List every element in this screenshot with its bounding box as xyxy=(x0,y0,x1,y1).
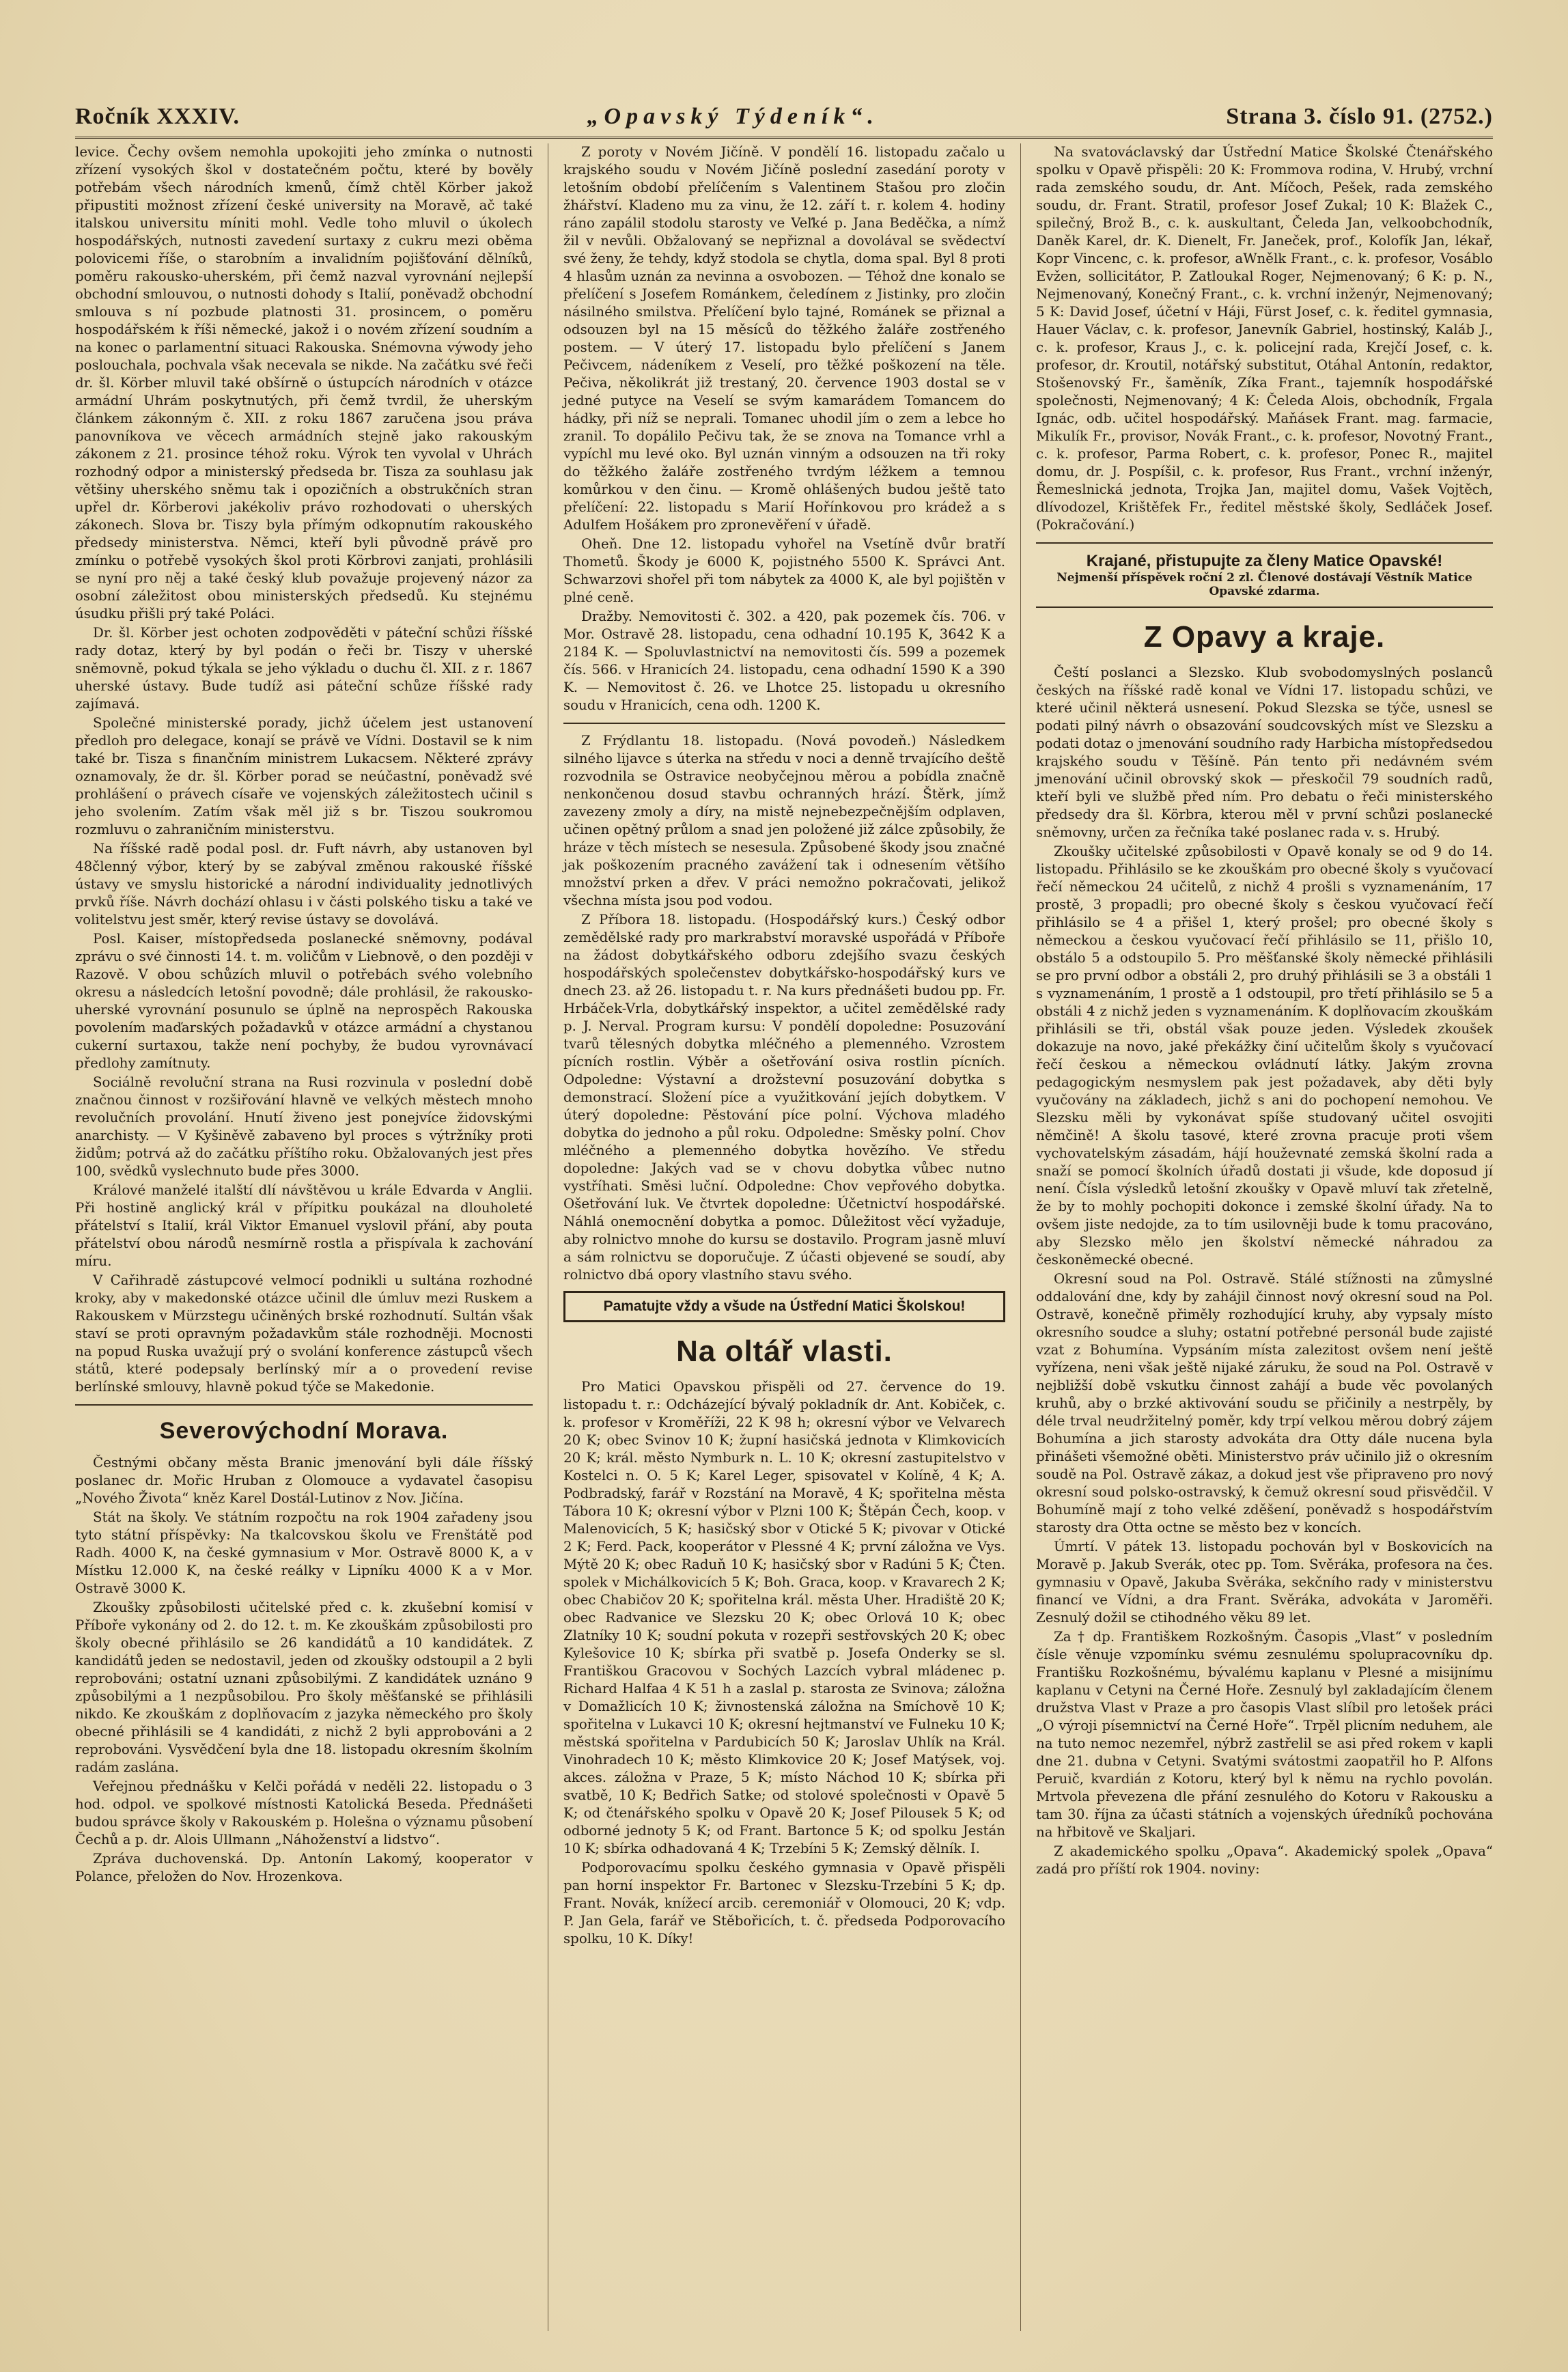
article-paragraph: Podporovacímu spolku českého gymnasia v Opavě přispěli pan horní inspektor Fr. Bartonec v Slezsku-Trzebíni 5 K; dp. Frant. Novák, knížecí arcib. ceremoniář v Olomouci, 20 K; vdp. P. Jan Gela, farář ve Stěbořicích, t. č. předseda Podporovacího spolku, 10 K. Díky! xyxy=(563,1860,1005,1947)
column-3 xyxy=(1020,143,1493,2331)
article-paragraph: V Cařihradě zástupcové velmocí podnikli u sultána rozhodné kroky, aby v makedonské otázce učinil dle úmluv mezi Ruskem a Rakouskem v Mürzstegu učiněných brské rozhodnutí. Sultán však staví se proti opravným požadavkům stále rozhodněji. Mocnosti na popud Ruska uvažují prý o svolání konference zástupců všech států, které podepsaly berlínský mír a o provedení revise berlínské smlouvy, hlavně pokud týče se Makedonie. xyxy=(75,1272,533,1395)
article-paragraph: Dr. šl. Körber jest ochoten zodpověděti v páteční schůzi říšské rady dotaz, který by byl podán o řeči br. Tiszy v uherské sněmovně, pokud týkala se jeho výkladu o duchu čl. XII. z r. 1867 uherské ústavy. Bude tudíž asi páteční schůze říšské rady zajímavá. xyxy=(75,625,533,712)
column-2 xyxy=(548,143,1020,2331)
page-header xyxy=(75,89,1493,130)
article-paragraph: Z Příbora 18. listopadu. (Hospodářský kurs.) Český odbor zemědělské rady pro markrabství moravské uspořádá v Příboře na žádost dobytkářského odboru zdejšího svazu českých hospodářských společenstev dobytkářsko-hospodářský kurs ve dnech 23. až 26. listopadu t. r. Na kurs přednášeti budou pp. Fr. Hrbáček-Vrla, dobytkářský inspektor, a učitel zemědělské rady p. J. Nerval. Program kursu: V pondělí dopoledne: Posuzování tvarů tělesných dobytka mléčného a plemenného. Vzrostem pícních rostlin. Výběr a ošetřování osiva rostlin pícních. Odpoledne: Výstavní a drožstevní posuzování dobytka s demonstrací. Složení píce a využitkování jejích dobytkem. V úterý dopoledne: Pěstování píce polní. Výchova mladého dobytka do jednoho a půl roku. Odpoledne: Směsky polní. Chov mléčného a plemenného dobytka hovězího. Ve středu dopoledne: Jakých vad se v chovu dobytka vůbec nutno vystříhati. Směsi luční. Odpoledne: Chov vepřového dobytka. Ošetřování luk. Ve čtvrtek dopoledne: Účetnictví hospodářské. Náhlá onemocnění dobytka a pomoc. Důležitost věcí vyžaduje, aby rolnictvo mnohe do kursu se dostavilo. Program jasně mluví a sám rolnictvu se doporučuje. Z účasti objevené se soudí, aby rolnictvo dbá opory vlastního stavu svého. xyxy=(563,912,1005,1283)
column-1 xyxy=(75,143,548,2331)
divider xyxy=(563,723,1005,724)
article-paragraph: Stát na školy. Ve státním rozpočtu na rok 1904 zařadeny jsou tyto státní příspěvky: Na tkalcovskou školu ve Frenštátě pod Radh. 4000 K, na české gymnasium v Mor. Ostravě 8000 K, a v Místku 12.000 K, na české reálky v Lipníku 4000 K a v Mor. Ostravě 3000 K. xyxy=(75,1509,533,1596)
article-paragraph: Čeští poslanci a Slezsko. Klub svobodomyslných poslanců českých na říšské radě konal ve Vídni 17. listopadu schůzi, ve které učinil některá usnesení. Pokud Slezska se týče, usnesl se podati pilný návrh o obsazování soudcovských míst ve Slezsku a podati dotaz o jmenování soudního rady Harbicha místopředsedou krajského soudu v Těšíně. Pán tento při nedávném svém jmenování učinil obrovský skok — přeskočil 79 soudních radů, kteří byli ve službě před ním. Pro debatu o řeči ministerského předsedy dra šl. Körbra, kterou měl v první schůzi poslanecké sněmovny, určen za řečníka také poslanec rada v. s. Hrubý. xyxy=(1036,665,1493,840)
article-paragraph: Zkoušky učitelské způsobilosti v Opavě konaly se od 9 do 14. listopadu. Přihlásilo se ke zkouškám pro obecné školy s vyučovací řečí německou 24 učitelů, z nichž 4 prošli s vyznamenáním, 17 prostě, 3 propadli; pro obecné školy s českou vyučovací řečí přihlásilo se 4 a přišel 1, který prošel; pro obecné školy s německou a českou vyučovací řečí přihlásilo se 11, přišlo 10, obstálo 5 a odstoupilo 5. Pro měšťanské školy německé přihlásili se pro první odbor a obstáli 2, pro druhý přihlásili se 3 a obstáli 1 s vyznamenáním, 1 prostě a 1 odstoupil, pro třetí přihlásilo se 5 a obstáli 4 z nichž jeden s vyznamenáním. K doplňovacím zkouškám přihlásili se tři, obstál však pouze jeden. Výsledek zkoušek dokazuje na novo, jaké překážky činí učitelům školy s vyučovací řečí českou a německou ovládnutí látky. Jakým zrovna pedagogickým nesmyslem pak jest požadavek, aby děti byly vyučovány na základech, jichž s ani do pochopení nemohou. Ve Slezsku měli by vykonávat spíše studovaný učitel osvojiti němčině! A školu tasové, které zrovna pracuje proti všem vychovatelským zásadám, hájí houževnaté zemská školní rada a snaží se pomocí školních úřadů dostati ji všude, kde doposud jí není. Čísla výsledků letošní zkoušky v Opavě mluví tak zřetelně, že by to mohly pochopiti dokonce i zemské školní úřady. Na to ovšem jiste nedojde, za to tím usilovněji bude k tomu pracováno, aby Slezsko mělo jen školství německé náhradou za českoněmecké obecné. xyxy=(1036,843,1493,1268)
article-paragraph: Sociálně revoluční strana na Rusi rozvinula v poslední době značnou činnost v rozšiřování hlavně ve velkých městech mnoho revolučních provolání. Hnutí živeno jest ponejvíce židovskými anarchisty. — V Kyšiněvě zabaveno byl proces s výtržníky proti židům; potrvá až do začátku příštího roku. Obžalovaných jest přes 100, svědků vyslechnuto bude přes 3000. xyxy=(75,1074,533,1179)
appeal-subtitle: Nejmenší příspěvek roční 2 zl. Členové dostávají Věstník Matice Opavské zdarma. xyxy=(1056,571,1472,598)
article-paragraph: Společné ministerské porady, jichž účelem jest ustanovení předloh pro delegace, konají se právě ve Vídni. Dostavil se k nim také br. Tisza s finančním ministrem Lukacsem. Některé zprávy oznamovaly, že dr. šl. Körber porad se neúčastní, poněvadž své prohlášení o právech císaře ve vojenských záležitostech učinil s jeho svolením. Zatím však měl již s br. Tiszou soukromou rozmluvu o zahraničním ministerstvu. xyxy=(75,715,533,837)
article-paragraph: Zpráva duchovenská. Dp. Antonín Lakomý, kooperator v Polance, přeložen do Nov. Hrozenkova. xyxy=(75,1851,533,1884)
matice-banner: Pamatujte vždy a všude na Ústřední Matici Školskou! xyxy=(563,1291,1005,1322)
article-paragraph: Na říšské radě podal posl. dr. Fuft návrh, aby ustanoven byl 48členný výbor, který by se zabýval změnou rakouské říšské ústavy ve smyslu historické a národní individuality jednotlivých prvků říše. Návrh dochází ohlasu i v části polského tisku a také ve volitelstvu jest směr, který revise ústavy se dovolává. xyxy=(75,841,533,927)
article-paragraph: Za † dp. Františkem Rozkošným. Časopis „Vlast“ v posledním čísle věnuje vzpomínku svému zesnulému spolupracovníku dp. Františku Rozkošnému, bývalému kaplanu v Plesné a misijnímu kaplanu v Cetyni na Černé Hoře. Zesnulý byl zakladajícím členem družstva Vlast v Praze a pro časopis Vlast slíbil pro letošek práci „O výroji písemnictví na Černé Hoře“. Trpěl plicním neduhem, ale na tuto nemoc nezemřel, nýbrž zastřelil se asi před rokem v kapli dne 21. dubna v Cetyni. Svatými svátostmi zaopatřil ho P. Alfons Peruič, kvardián z Kotoru, který byl k němu na rychlo povolán. Mrtvola převezena dle přání zesnulého do Kotoru v Rakousku a tam 30. října za účasti státních a vojenských úředníků pochována na hřbitově ve Skaljari. xyxy=(1036,1629,1493,1840)
article-paragraph: levice. Čechy ovšem nemohla upokojiti jeho zmínka o nutnosti zřízení vysokých škol v dostatečném počtu, které by bověly potřebám všech národních kmenů, čímž chtěl Körber jakož připustiti možnost zřízení české university na Moravě, ač také italskou universitu míniti mohl. Vedle toho mluvil o úkolech hospodářských, nutnosti zavedení surtaxy z cukru mezi oběma polovicemi říše, o starobním a invalidním pojišťování dělníků, poměru rakousko-uherském, při čemž nazval vyrovnání nejlepší obchodní smlouvou, o nutnosti dohody s Italií, poněvadž obchodní smlouva s ní pozbude platnosti 31. prosincem, o poměru hospodářském k říši německé, jakož i o novém zřízení soudním a na konec o parlamentní situaci Rakouska. Snémovna výwody jeho poslouchala, pochvala však necevala se nikde. Na začátku své řeči dr. šl. Körber mluvil také obšírně o ústupcích národních v otázce armádní Uhrám poskytnutých, při čemž tvrdil, že uherským článkem zákonným č. XII. z roku 1867 zaručena jsou práva panovníkova ve věcech armádních stejně jako rakouským zákonem z 21. prosince téhož roku. Výrok ten vyvolal v Uhrách rozhodný odpor a ministerský předseda br. Tisza za souhlasu jak většiny uherského sněmu tak i opozičních a obstrukčních stran upřel dr. Körberovi jakékoliv právo rozhodovati o uherských zákonech. Slova br. Tiszy byla přímým odkopnutím rakouského předsedy ministerstva. Němci, kteří byli původně právě pro zmínku o potřebě vysokých škol proti Körbrovi zanjati, prohlásili se nyní pro něj a také český klub považuje projevený názor za osobní záležitost obou ministerských předsedů. Ku stejnému úsudku přišli prý také Poláci. xyxy=(75,144,533,622)
article-paragraph: Z poroty v Novém Jičíně. V pondělí 16. listopadu začalo u krajského soudu v Novém Jičíně poslední zasedání poroty v letošním období přelíčením s Valentinem Stašou pro zločin žhářství. Kladeno mu za vinu, že 12. září t. r. kolem 4. hodiny ráno zapálil stodolu starosty ve Veľké p. Jana Beděčka, a nímž žil v nevůli. Obžalovaný se nepřiznal a dovolával se svědectví své ženy, že tehdy, když stodola se chytla, doma spal. Byl 8 proti 4 hlasům uznán za nevinna a osvobozen. — Téhož dne konalo se přelíčení s Josefem Románkem, čeledínem z Jistinky, pro zločin násilného smilstva. Přelíčení bylo tajné, Románek se přiznal a odsouzen byl na 15 měsíců do těžkého žaláře zostřeného postem. — V úterý 17. listopadu bylo přelíčení s Janem Pečivcem, nádeníkem z Veselí, pro těžké poškození na těle. Pečiva, několikrát již trestaný, 20. července 1903 dostal se v jedné putyce na Veselí se svým kamarádem Tomancem do hádky, při níž se neprali. Tomanec uhodil jím o zem a lebce ho zranil. To dopálilo Pečivu tak, že se znova na Tomance vrhl a vypíchl mu levé oko. Byl uznán vinným a odsouzen na tři roky do těžkého žaláře zostřeného tvrdým léžkem a temnou komůrkou v den činu. — Kromě ohlášených budou ještě tato přelíčení: 22. listopadu s Marií Hořínkovou pro krádež a s Adulfem Hošákem pro zpronevěření v úřadě. xyxy=(563,144,1005,533)
article-paragraph: Králové manželé italští dlí návštěvou u krále Edvarda v Anglii. Při hostině anglický král v přípitku poukázal na dlouholeté přátelství s Italií, král Viktor Emanuel vyslovil přání, aby pouta přátelství obou národů nesmírně rostla a přispívala k zachování míru. xyxy=(75,1182,533,1269)
volume-label: Ročník XXXIV. xyxy=(75,104,240,129)
divider xyxy=(75,1404,533,1406)
article-paragraph: Posl. Kaiser, místopředseda poslanecké sněmovny, podával zprávu o své činnosti 14. t. m. voličům v Liebnově, o den později v Razově. V obou schůzích mluvil o potřebách svého volebního okresu a následcích letošní povodně; dále prohlásil, že rakousko-uherské vyrovnání posunulo se úplně na neprospěch Rakouska povolením maďarských požadavků v otázce armádní a chystanou cukerní surtaxou, takže není pochyby, že budou vyrovnávací předlohy zamítnuty. xyxy=(75,931,533,1071)
header-rule xyxy=(75,137,1493,139)
article-paragraph: Čestnými občany města Branic jmenování byli dále říšský poslanec dr. Mořic Hruban z Olomouce a vydavatel časopisu „Nového Života“ kněz Karel Dostál-Lutinov z Nov. Jičína. xyxy=(75,1455,533,1506)
article-paragraph: Oheň. Dne 12. listopadu vyhořel na Vsetíně dvůr bratří Thometů. Škody je 6000 K, pojistného 5500 K. Správci Ant. Schwarzovi shořel při tom nábytek za 4000 K, ale byl pojištěn v plné ceně. xyxy=(563,536,1005,605)
article-paragraph: Úmrtí. V pátek 13. listopadu pochován byl v Boskovicích na Moravě p. Jakub Sverák, otec pp. Tom. Svěráka, profesora na čes. gymnasiu v Opavě, Jakuba Svěráka, sekčního rady v ministerstvu financí ve Vídni, a dra Frant. Svěráka, advokáta v Jaroměři. Zesnulý dožil se ctihodného věku 89 let. xyxy=(1036,1539,1493,1625)
newspaper-title: „Opavský Týdeník“. xyxy=(587,104,879,129)
appeal-title: Krajané, přistupujte za členy Matice Opavské! xyxy=(1086,552,1443,570)
article-paragraph: Pro Matici Opavskou přispěli od 27. července do 19. listopadu t. r.: Odcházející bývalý pokladník dr. Ant. Kobiček, c. k. profesor v Kroměříži, 22 K 98 h; okresní výbor ve Velvarech 20 K; obec Svinov 10 K; župní hasičská jednota v Klimkovicích 20 K; král. město Nymburk n. L. 10 K; okresní zastupitelstvo v Kostelci n. O. 5 K; Karel Leger, spisovatel v Kolíně, 4 K; A. Podbradský, farář v Rozstání na Moravě, 4 K; spořitelna města Tábora 10 K; okresní výbor v Plzni 100 K; Štěpán Čech, koop. v Malenovicích, 5 K; hasičský sbor v Otické 5 K; pivovar v Otické 2 K; Ferd. Pack, kooperátor v Plessné 4 K; první záložna ve Vys. Mýtě 20 K; obec Raduň 10 K; hasičský sbor v Radúni 5 K; Čten. spolek v Michálkovicích 5 K; Boh. Graca, koop. v Kravarech 2 K; obec Chabičov 20 K; spořitelna král. města Uher. Hradiště 20 K; obec Radvanice ve Slezsku 20 K; obec Orlová 10 K; obec Zlatníky 10 K; soudní pokuta v rozepři sestřovských 20 K; obec Kylešovice 10 K; sbírka při svatbě p. Josefa Onderky se sl. Františkou Gracovou v Sochých Lazcích vybral mládenec p. Richard Halfaa 4 K 51 h a zaslal p. starosta ze Svinova; záložna v Domažlicích 10 K; živnostenská záložna na Smíchově 10 K; spořitelna v Lukavci 10 K; okresní hejtmanství ve Fulneku 10 K; městská spořitelna v Pardubicích 50 K; Jaroslav Uhlík na Král. Vinohradech 10 K; město Klimkovice 20 K; Josef Matýsek, voj. akces. záložna v Praze, 5 K; místo Náchod 10 K; sbírka při svatbě, 10 K; Bedřich Satke; od stolové společnosti v Opavě 5 K; od čtenářského spolku v Opavě 20 K; Josef Pilousek 5 K; od odborné jednoty 5 K; od Frant. Bartonce 5 K; od spolku Jestán 10 K; sbírka odhadovaná 4 K; Trzebíni 5 K; Zemský dělník. I. xyxy=(563,1379,1005,1856)
divider xyxy=(1036,606,1493,608)
columns xyxy=(75,143,1493,2331)
article-paragraph: Veřejnou přednášku v Kelči pořádá v neděli 22. listopadu o 3 hod. odpol. ve spolkové místnosti Katolická Beseda. Přednášeti budou správce školy v Rakouském p. Holešna o významu působení Čechů a p. dr. Alois Ullmann „Náhoženství a lidstvo“. xyxy=(75,1778,533,1847)
section-heading: Severovýchodní Morava. xyxy=(159,1418,449,1444)
divider xyxy=(1036,542,1493,544)
article-paragraph: Okresní soud na Pol. Ostravě. Stálé stížnosti na zůmyslné oddalování dne, kdy by zahájil činnost nový okresní soud na Pol. Ostravě, konečně přiměly rozhodující kruhy, aby vypsaly místo okresního soudce a sluhy; ostatní potřebné personál bude zajisté vzat z Bohumína. Vypsáním místa zalezitost ovšem není ještě vyřízena, neni však ještě nijaké záruku, že soud na Pol. Ostravě v nejbližší době vskutku činnost zahájí a bude věc povolaných kruhů, aby o brzké aktivování soudu se přičinily a nestrpěly, by déle trval neudržitelný poměr, kdy trpí velkou měrou dobrý zájem Bohumína a jich starosty advokáta dra Otty dále nucena byla přinášeti všemožné oběti. Ministerstvo práv učinilo již o okresním soudě na Pol. Ostravě zákaz, a dokud jest vše připraveno pro nový okresní soud polsko-ostravský, k čemuž okresní soud přisvědčil. V Bohumíně mají z toho velké zděšení, poněvadž s hospodářstvím starosty dra Otta octne se město bez v koncích. xyxy=(1036,1271,1493,1535)
article-paragraph: Zkoušky způsobilosti učitelské před c. k. zkušební komisí v Příboře vykonány od 2. do 12. t. m. Ke zkouškám způsobilosti pro školy obecné přihlásilo se 26 kandidátů a 10 kandidátek. Z kandidátů jeden se nedostavil, jeden od zkoušky odstoupil a 2 byli reprobováni; ostatní uznani způsobilými. Z kandidátek uznáno 9 způsobilými a 1 nezpůsobilou. Pro školy měšťanské se přihlásili nikdo. Ke zkouškám z doplňovacím z jazyka německého pro školy obecné přihlásili se 4 kandidáti, z nichž 2 byli approbováni a 2 reprobováni. Vysvědčení byla dne 18. listopadu okresním školním radám zaslána. xyxy=(75,1600,533,1775)
section-heading: Na oltář vlasti. xyxy=(676,1335,893,1368)
membership-appeal xyxy=(1036,552,1493,598)
article-paragraph: Na svatováclavský dar Ústřední Matice Školské Čtenářského spolku v Opavě přispěli: 20 K: Frommova rodina, V. Hrubý, vrchní rada zemského soudu, dr. Ant. Míčoch, Pešek, rada zemského soudu, dr. Frant. Stratil, profesor Josef Zukal; 10 K: Blažek C., spilečný, Brož B., c. k. auskultant, Čeleda Jan, velkoobchodník, Daněk Karel, dr. K. Dienelt, Fr. Janeček, prof., Kolofík Jan, lékař, Kopr Vincenc, c. k. profesor, aWnělk Frant., c. k. profesor, Vosáblo Evžen, sollicitátor, P. Zatloukal Roger, Nejmenovaný; 6 K: p. N., Nejmenovaný, Konečný Frant., c. k. vrchní inženýr, Nejmenovaný; 5 K: David Josef, účetní v Háji, Fürst Josef, c. k. ředitel gymnasia, Hauer Václav, c. k. profesor, Janevník Gabriel, hostinský, Kaláb J., c. k. profesor, Kraus J., c. k. policejní rada, Krejčí Josef, c. k. profesor, dr. Kroutil, notářský substitut, Otáhal Antonín, redaktor, Stošenovský Fr., šaměník, Zíka Frant., tajemník hospodářské společnosti, Nejmenovaný; 4 K: Čeleda Alois, obchodník, Frgala Ignác, odb. učitel hospodářský. Maňásek Frant. mag. farmacie, Mikulík Fr., provisor, Novák Frant., c. k. profesor, Novotný Frant., c. k. profesor, Parma Robert, c. k. profesor, Ponec R., majitel domu, dr. J. Pospíšil, c. k. profesor, Rus Frant., vrchní inženýr, Řemeslnická jednota, Trojka Jan, majitel domu, Vašek Vojtěch, dlívodozel, Krištěfek Fr., ředitel městské školy, Sedláček Josef. (Pokračování.) xyxy=(1036,144,1493,533)
page-issue-label: Strana 3. číslo 91. (2752.) xyxy=(1226,104,1493,129)
article-paragraph: Dražby. Nemovitosti č. 302. a 420, pak pozemek čís. 706. v Mor. Ostravě 28. listopadu, cena odhadní 10.195 K, 3642 K a 2184 K. — Spoluvlastnictví na nemovitosti čís. 599 a pozemek čís. 566. v Hranicích 24. listopadu, cena odhadní 1590 K a 390 K. — Nemovitost č. 26. ve Lhotce 25. listopadu u okresního soudu v Hranicích, cena odh. 1200 K. xyxy=(563,609,1005,713)
article-paragraph: Z Frýdlantu 18. listopadu. (Nová povodeň.) Následkem silného lijavce s úterka na středu v noci a denně trvajícího deště rozvodnila se Ostravice neobyčejnou měrou a pobídla značně nenkončenou dosud stavbu ochranných hrází. Štěrk, jímž zavezeny zmoly a díry, na mistě nejnebezpečnějším odplaven, učinen opětný průlom a snad jen položené již zálce způsobily, že hráze v těch místech se nesesula. Způsobené škody jsou značné jak poškozením pracného zavážení tak i odnesením většího množství prken a dřev. V práci nemožno pokračovati, jelikož všechna místa jsou pod vodou. xyxy=(563,733,1005,908)
section-heading: Z Opavy a kraje. xyxy=(1143,620,1386,654)
article-paragraph: Z akademického spolku „Opava“. Akademický spolek „Opava“ zadá pro příští rok 1904. noviny: xyxy=(1036,1843,1493,1877)
